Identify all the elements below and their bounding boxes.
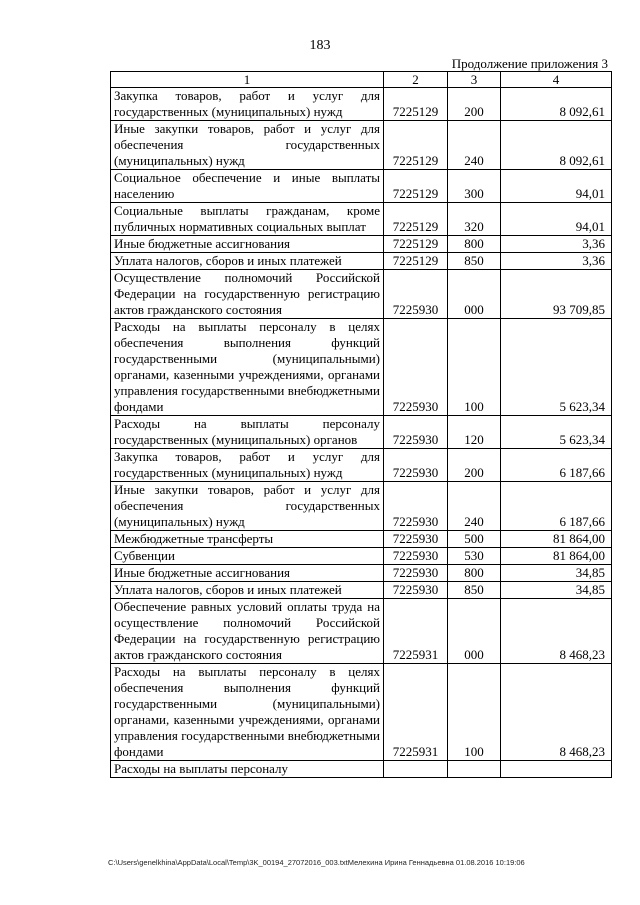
footer-path: C:\Users\genelkhina\AppData\Local\Temp\3K_00194_27072016_003.txtМелехина Ирина Геннадьевна 01.08.2016 10:19:06 [108,858,525,867]
cell-code: 7225930 [384,416,448,449]
table-row [111,761,612,778]
cell-type: 120 [448,416,501,449]
table-row [111,582,612,599]
cell-code: 7225930 [384,565,448,582]
cell-code: 7225930 [384,582,448,599]
table-body [111,88,612,778]
cell-amount: 94,01 [501,170,612,203]
cell-amount: 3,36 [501,236,612,253]
cell-amount: 8 092,61 [501,121,612,170]
cell-amount: 34,85 [501,582,612,599]
cell-name: Расходы на выплаты персоналу государственных (муниципальных) органов [111,416,384,449]
header-col-3: 3 [448,72,501,88]
cell-amount: 8 468,23 [501,599,612,664]
cell-code: 7225129 [384,253,448,270]
cell-type: 530 [448,548,501,565]
table-row [111,121,612,170]
table-row [111,531,612,548]
cell-name: Иные бюджетные ассигнования [111,565,384,582]
table-row [111,449,612,482]
cell-type: 320 [448,203,501,236]
table-row [111,236,612,253]
cell-code: 7225129 [384,121,448,170]
cell-type: 800 [448,236,501,253]
table-row [111,482,612,531]
page-number: 183 [309,38,331,53]
cell-amount: 8 468,23 [501,664,612,761]
cell-type: 200 [448,88,501,121]
cell-amount: 81 864,00 [501,548,612,565]
cell-code [384,761,448,778]
cell-name: Расходы на выплаты персоналу [111,761,384,778]
cell-code: 7225930 [384,449,448,482]
cell-type: 100 [448,664,501,761]
cell-type: 100 [448,319,501,416]
cell-type: 240 [448,121,501,170]
cell-type: 300 [448,170,501,203]
budget-table [110,71,612,778]
cell-name: Иные бюджетные ассигнования [111,236,384,253]
table-row [111,88,612,121]
cell-name: Расходы на выплаты персоналу в целях обеспечения выполнения функций государственными (муниципальными) органами, казенными учреждениями, органами управления государственными внебюджетными фондами [111,319,384,416]
table-row [111,170,612,203]
cell-amount: 6 187,66 [501,449,612,482]
header-row [111,72,612,88]
table-row [111,319,612,416]
continuation-label: Продолжение приложения 3 [451,56,608,71]
cell-name: Обеспечение равных условий оплаты труда на осуществление полномочий Российской Федерации на государственную регистрацию актов гражданского состояния [111,599,384,664]
cell-amount: 34,85 [501,565,612,582]
cell-type: 000 [448,599,501,664]
cell-code: 7225930 [384,531,448,548]
table-row [111,270,612,319]
cell-name: Иные закупки товаров, работ и услуг для обеспечения государственных (муниципальных) нужд [111,121,384,170]
table-row [111,253,612,270]
cell-name: Социальное обеспечение и иные выплаты населению [111,170,384,203]
cell-name: Закупка товаров, работ и услуг для государственных (муниципальных) нужд [111,88,384,121]
cell-name: Расходы на выплаты персоналу в целях обеспечения выполнения функций государственными (муниципальными) органами, казенными учреждениями, органами управления государственными внебюджетными фондами [111,664,384,761]
cell-amount: 8 092,61 [501,88,612,121]
cell-name: Субвенции [111,548,384,565]
cell-name: Уплата налогов, сборов и иных платежей [111,582,384,599]
cell-code: 7225930 [384,482,448,531]
cell-code: 7225931 [384,664,448,761]
header-col-2: 2 [384,72,448,88]
cell-amount: 5 623,34 [501,319,612,416]
cell-type: 800 [448,565,501,582]
cell-type: 850 [448,253,501,270]
cell-name: Уплата налогов, сборов и иных платежей [111,253,384,270]
cell-type: 240 [448,482,501,531]
cell-code: 7225930 [384,548,448,565]
cell-type: 000 [448,270,501,319]
header-col-1: 1 [111,72,384,88]
cell-code: 7225129 [384,236,448,253]
cell-type: 850 [448,582,501,599]
cell-amount [501,761,612,778]
cell-type: 200 [448,449,501,482]
cell-amount: 5 623,34 [501,416,612,449]
table-row [111,565,612,582]
cell-amount: 3,36 [501,253,612,270]
cell-amount: 93 709,85 [501,270,612,319]
cell-type [448,761,501,778]
cell-name: Закупка товаров, работ и услуг для государственных (муниципальных) нужд [111,449,384,482]
cell-name: Иные закупки товаров, работ и услуг для обеспечения государственных (муниципальных) нужд [111,482,384,531]
cell-name: Осуществление полномочий Российской Федерации на государственную регистрацию актов гражданского состояния [111,270,384,319]
cell-amount: 6 187,66 [501,482,612,531]
table-row [111,416,612,449]
header-col-4: 4 [501,72,612,88]
cell-name: Социальные выплаты гражданам, кроме публичных нормативных социальных выплат [111,203,384,236]
cell-code: 7225129 [384,88,448,121]
cell-name: Межбюджетные трансферты [111,531,384,548]
cell-type: 500 [448,531,501,548]
cell-code: 7225129 [384,203,448,236]
cell-amount: 94,01 [501,203,612,236]
cell-code: 7225930 [384,319,448,416]
cell-code: 7225930 [384,270,448,319]
table-row [111,664,612,761]
cell-code: 7225129 [384,170,448,203]
table-row [111,599,612,664]
cell-amount: 81 864,00 [501,531,612,548]
table-row [111,203,612,236]
cell-code: 7225931 [384,599,448,664]
table-row [111,548,612,565]
